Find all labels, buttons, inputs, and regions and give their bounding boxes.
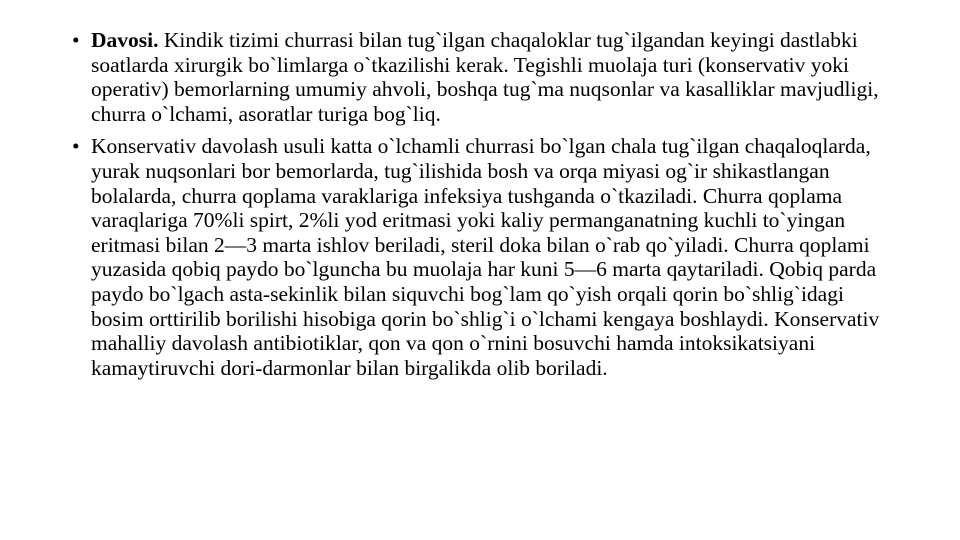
bullet-lead-heading: Davosi. <box>91 28 159 52</box>
bullet-list <box>72 28 892 388</box>
bullet-marker: • <box>72 28 80 52</box>
bullet-item-conservative-treatment <box>72 134 892 380</box>
bullet-text: Kindik tizimi churrasi bilan tug`ilgan chaqaloklar tug`ilgandan keyingi dastlabki soatlarda xirurgik bo`limlarga o`tkazilishi kerak. Tegishli muolaja turi (konservativ yoki operativ) bemorlarning umumiy ahvoli, boshqa tug`ma nuqsonlar va kasalliklar mavjudligi, churra o`lchami, asoratlar turiga bog`liq. <box>91 28 879 126</box>
bullet-item-treatment <box>72 28 892 126</box>
bullet-text: Konservativ davolash usuli katta o`lchamli churrasi bo`lgan chala tug`ilgan chaqaloqlarda, yurak nuqsonlari bor bemorlarda, tug`ilishida bosh va orqa miyasi og`ir shikastlangan bolalarda, churra qoplama varaklariga infeksiya tushganda o`tkaziladi. Churra qoplama varaqlariga 70%li spirt, 2%li yod eritmasi yoki kaliy permanganatning kuchli to`yingan eritmasi bilan 2—3 marta ishlov beriladi, steril doka bilan o`rab qo`yiladi. Churra qoplami yuzasida qobiq paydo bo`lguncha bu muolaja har kuni 5—6 marta qaytariladi. Qobiq parda paydo bo`lgach asta-sekinlik bilan siquvchi bog`lam qo`yish orqali qorin bo`shlig`idagi bosim orttirilib borilishi hisobiga qorin bo`shlig`i o`lchami kengaya boshlaydi. Konservativ mahalliy davolash antibiotiklar, qon va qon o`rnini bosuvchi hamda intoksikatsiyani kamaytiruvchi dori-darmonlar bilan birgalikda olib boriladi. <box>91 134 880 380</box>
bullet-marker: • <box>72 134 80 159</box>
